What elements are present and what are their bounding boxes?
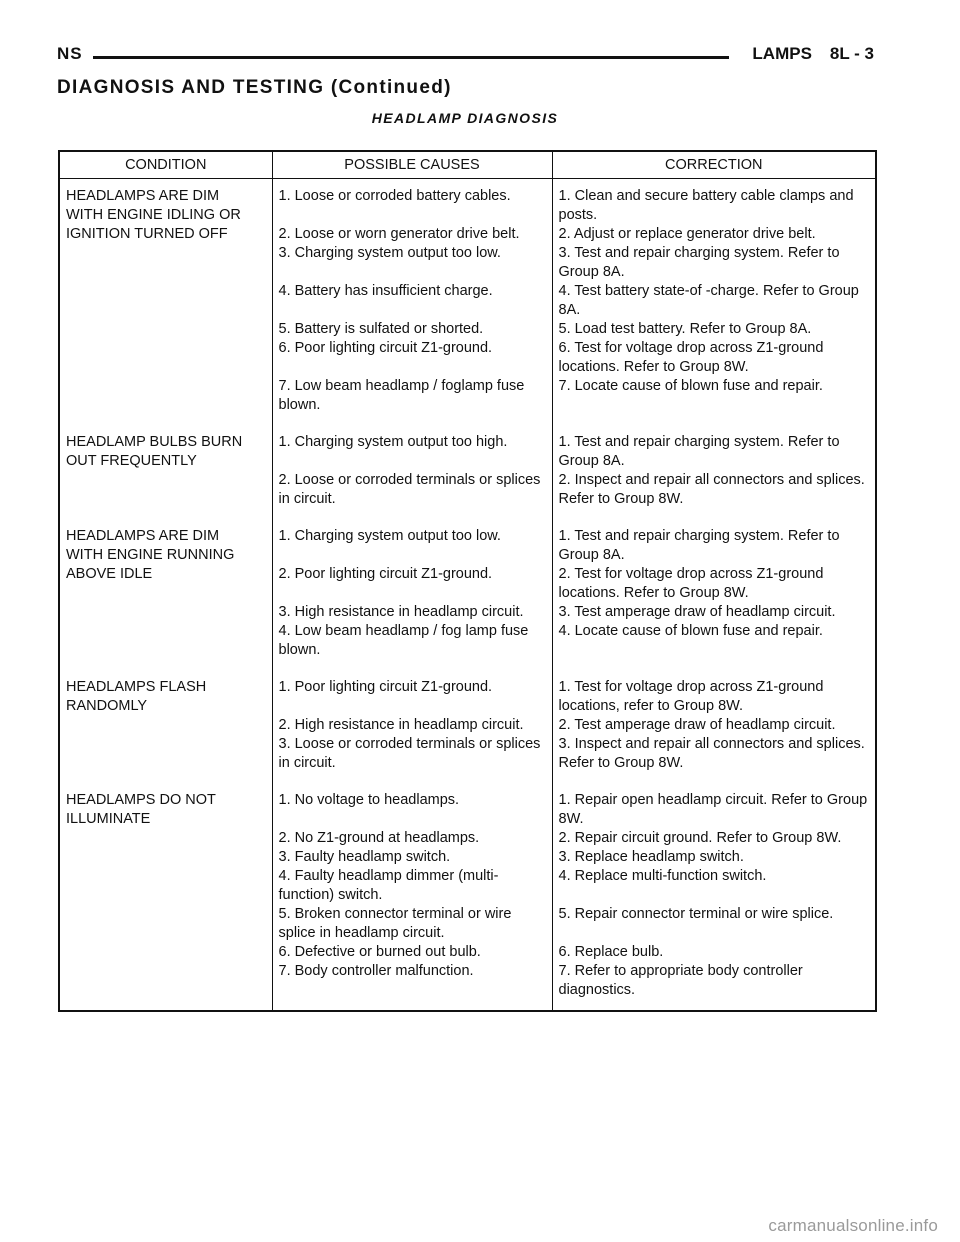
correction-item: 3. Test amperage draw of headlamp circuit.	[558, 604, 836, 620]
correction-item: 4. Locate cause of blown fuse and repair.	[558, 623, 823, 639]
correction-item: 2. Test amperage draw of headlamp circuit.	[558, 717, 836, 733]
correction-item: 7. Locate cause of blown fuse and repair.	[558, 378, 823, 394]
correction-item: 7. Refer to appropriate body controller diagnostics.	[558, 963, 803, 998]
column-header-condition: CONDITION	[59, 151, 272, 179]
correction-cell	[552, 670, 876, 783]
cause-item: 1. Charging system output too low.	[278, 528, 501, 544]
cause-item: 1. Poor lighting circuit Z1-ground.	[278, 679, 493, 695]
cause-item: 7. Low beam headlamp / foglamp fuse blown.	[278, 378, 525, 413]
page-header	[57, 44, 874, 74]
condition-cell: HEADLAMP BULBS BURN OUT FREQUENTLY	[59, 425, 272, 519]
table-body	[59, 179, 876, 1012]
table-row	[59, 519, 876, 670]
manual-code: NS	[57, 44, 83, 63]
correction-item: 3. Replace headlamp switch.	[558, 849, 744, 865]
correction-item: 1. Clean and secure battery cable clamps and posts.	[558, 188, 854, 223]
correction-item: 2. Test for voltage drop across Z1-ground locations. Refer to Group 8W.	[558, 566, 824, 601]
page-number: 8L - 3	[829, 44, 874, 63]
correction-item: 1. Test for voltage drop across Z1-ground locations, refer to Group 8W.	[558, 679, 824, 714]
cause-item: 2. High resistance in headlamp circuit.	[278, 717, 524, 733]
cause-item: 5. Battery is sulfated or shorted.	[278, 321, 484, 337]
cause-item: 3. Charging system output too low.	[278, 245, 501, 261]
correction-item: 1. Test and repair charging system. Refer to Group 8A.	[558, 528, 840, 563]
cause-item: 4. Battery has insufficient charge.	[278, 283, 493, 299]
cause-item: 2. Loose or worn generator drive belt.	[278, 226, 520, 242]
correction-item: 6. Test for voltage drop across Z1-ground locations. Refer to Group 8W.	[558, 340, 824, 375]
correction-cell	[552, 179, 876, 426]
cause-item: 4. Low beam headlamp / fog lamp fuse blown.	[278, 623, 529, 658]
condition-cell: HEADLAMPS FLASH RANDOMLY	[59, 670, 272, 783]
cause-item: 3. Faulty headlamp switch.	[278, 849, 451, 865]
watermark: carmanualsonline.info	[768, 1216, 938, 1235]
correction-item: 1. Test and repair charging system. Refer to Group 8A.	[558, 434, 840, 469]
correction-item: 2. Repair circuit ground. Refer to Group 8W.	[558, 830, 842, 846]
cause-item: 6. Poor lighting circuit Z1-ground.	[278, 340, 493, 356]
correction-item: 1. Repair open headlamp circuit. Refer to Group 8W.	[558, 792, 868, 827]
cause-item: 5. Broken connector terminal or wire splice in headlamp circuit.	[278, 906, 512, 941]
cause-item: 1. No voltage to headlamps.	[278, 792, 460, 808]
correction-item: 4. Test battery state-of -charge. Refer to Group 8A.	[558, 283, 859, 318]
table-header-row	[59, 151, 876, 179]
correction-cell	[552, 425, 876, 519]
cause-item: 7. Body controller malfunction.	[278, 963, 474, 979]
table-row	[59, 425, 876, 519]
table-row	[59, 179, 876, 426]
column-header-causes: POSSIBLE CAUSES	[272, 151, 552, 179]
chapter-title: LAMPS	[752, 44, 812, 63]
causes-cell	[272, 670, 552, 783]
causes-cell	[272, 783, 552, 1011]
correction-cell	[552, 519, 876, 670]
correction-item: 5. Load test battery. Refer to Group 8A.	[558, 321, 812, 337]
cause-item: 2. Loose or corroded terminals or splices in circuit.	[278, 472, 541, 507]
correction-item: 6. Replace bulb.	[558, 944, 664, 960]
condition-cell: HEADLAMPS ARE DIM WITH ENGINE IDLING OR IGNITION TURNED OFF	[59, 179, 272, 426]
cause-item: 2. Poor lighting circuit Z1-ground.	[278, 566, 493, 582]
header-rule	[93, 56, 729, 59]
correction-item: 5. Repair connector terminal or wire splice.	[558, 906, 834, 922]
condition-cell: HEADLAMPS DO NOT ILLUMINATE	[59, 783, 272, 1011]
cause-item: 4. Faulty headlamp dimmer (multi-function) switch.	[278, 868, 499, 903]
table-row	[59, 670, 876, 783]
condition-cell: HEADLAMPS ARE DIM WITH ENGINE RUNNING ABOVE IDLE	[59, 519, 272, 670]
column-header-correction: CORRECTION	[552, 151, 876, 179]
correction-item: 2. Adjust or replace generator drive belt.	[558, 226, 816, 242]
correction-item: 2. Inspect and repair all connectors and splices. Refer to Group 8W.	[558, 472, 865, 507]
cause-item: 3. High resistance in headlamp circuit.	[278, 604, 524, 620]
causes-cell	[272, 519, 552, 670]
causes-cell	[272, 179, 552, 426]
table-row	[59, 783, 876, 1011]
causes-cell	[272, 425, 552, 519]
table-title: HEADLAMP DIAGNOSIS	[371, 110, 559, 126]
cause-item: 2. No Z1-ground at headlamps.	[278, 830, 480, 846]
correction-item: 3. Inspect and repair all connectors and splices. Refer to Group 8W.	[558, 736, 865, 771]
correction-item: 3. Test and repair charging system. Refer to Group 8A.	[558, 245, 840, 280]
cause-item: 6. Defective or burned out bulb.	[278, 944, 481, 960]
cause-item: 1. Charging system output too high.	[278, 434, 508, 450]
section-title: DIAGNOSIS AND TESTING (Continued)	[57, 77, 452, 98]
correction-item: 4. Replace multi-function switch.	[558, 868, 767, 884]
diagnosis-table	[58, 150, 877, 1012]
cause-item: 1. Loose or corroded battery cables.	[278, 188, 511, 204]
cause-item: 3. Loose or corroded terminals or splices in circuit.	[278, 736, 541, 771]
correction-cell	[552, 783, 876, 1011]
header-right	[752, 44, 874, 64]
